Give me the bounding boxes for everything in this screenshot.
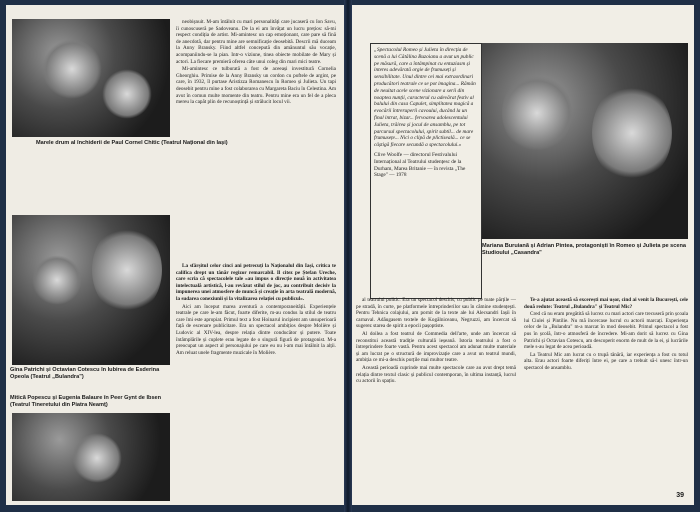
critic-quote-box <box>370 43 482 299</box>
photo1-caption: Marele drum al închiderii de Paul Cornel Chitic (Teatrul Național din Iași) <box>36 140 228 146</box>
photo-peer-gynt <box>12 413 170 501</box>
left-page <box>6 5 344 505</box>
paragraph: Al doilea a fost teatrul de Commedia dell'arte, unde am încercat să reconstitui această tradiție culturală ieșeană. Istoria teatrului a fost o întreprindere foarte vastă. Pentru acest spectacol am adunat multe materiale și am lucrat pe o structură de improvizație care a avut un teatrul mundi, ambiția ce mi-a deschis porțile mai multor teatre. <box>356 330 516 364</box>
article-column-top <box>176 19 336 259</box>
question-paragraph: Te-a ajutat această să excerești mai ușor, cind ai venit la București, cele două redute: Teatrul „Bulandra" și Teatrul Mic? <box>524 297 688 310</box>
photo-caption: Mariana Buruiană și Adrian Pintea, protagoniști în Romeo și Julieta pe scena Studioului „Casandra" <box>482 243 687 257</box>
article-column-bottom <box>176 263 336 501</box>
photo-gina-patrichi <box>12 215 170 365</box>
question-paragraph: La sfârșitul celor cinci ani petrecuți la Naționalul din Iași, critica te califica drept un tânăr regizor remarcabil. Il citez pe Ștefan Ureche, care scria că spectacolele tale «au impus o direcție nouă în activitatea intelectuală artistică, l-au revăzut stilul de joc, au contribuit decisiv la impunerea unei atmosfere de muncă și creație în arta teatrală modernă, la sudarea conexiunii și la vitalizarea relației cu publicul». <box>176 263 336 302</box>
quote-text: „Spectacolul Romeo și Julieta în direcția de scenă a lui Cătălina Buzoianu a avut un public pe măsură, care a întâmpinat cu entuziasm și interes adevărată orgie de frumuseți și sensibilitate. Unul dintre cei mai extraordinari producători teatrale ce se pot imagina... Rămân de neuitat acele scene vizionare a serii din noaptea nunții, caracterul cu adevărat festiv al balului din casa Capulet, simplitatea magică a evocării întreruperii cavoului, ducând la un final intrat, bizar... fervoarea adolescentului Julieta, trăirea și jocul de ansamblu, pe tot parcursul spectacolului, spirit subtil... de mare frumusețe... Nici o clipă de plictiseală... ce se câștigă fiecare secundă a spectacolului.» <box>374 47 476 149</box>
paragraph: Mi-amintesc ce tulburată a fost de aceeași investitură Cornelia Gheorghiu. Primise de la Anny Bransky un cordon cu poftele de argint, pe care, în 1932, îl purtase Aristizza Romanescu în Romeo și Julieta. Un tapi deosebit pentru mine a fost colaborarea cu Margareta Baciu în Celestina. Am avut în comun multe momente din teatru. Pentru mine era un fel de a pleca mereu la capăt plin de recunoștință și strălucit locul vii. <box>176 66 336 106</box>
paragraph: La Teatrul Mic am lucrat cu o trupă tânără, iar experiența a fost cu totul alta. Erau actori foarte diferiți între ei, pe care a trebuit să-i unesc într-un spectacol de ansamblu. <box>524 351 688 371</box>
article-column-left <box>356 297 516 501</box>
paragraph: Această perioadă cuprinde mai multe spectacole care au avut drept temă relația dintre textul clasic și publicul contemporan, în ultima instanță, lucrul cu actorii în spațiu. <box>356 364 516 385</box>
paragraph: Cred că nu eram pregătită să lucrez cu mari actori care trecuseră prin școala lui Ciulei și Pintilie. Nu mă încercase lucrul cu actorii marcați. Experiența celor de la „Bulandra" m-a marcat în mod deosebit. Primul spectacol a fost pus în școlă, într-o atmosferă de încredere. Mi-am dorit să lucrez cu Gina Patrichi și Octavian Cotescu, am descoperit enorm de mult de la ei, și lucrările mele s-au legat de acea perioadă. <box>524 311 688 351</box>
page-number: 39 <box>676 492 684 499</box>
book-gutter <box>344 0 352 512</box>
paragraph: neobișnuit. M-am întâlnit cu mari personalități care jucaseră cu Ion Savu, îi cunoscuseră pe Sadoveanu. De la ei am învățat un lucru prețios: să-mi respect condiția de artist. Mi-amintesc un cap emoționant, care pare să fină de anecdotă, dar pentru mine are semnificație deosebită. Descrii mă duceam la Anny Bransky. Fiind altfel concepută din amănuntul său vocație, acompaniindu-se la pian. Intr-o viziune, tinea obiecte mobilate de Mary și actori. La fiecare premieră oferea câte unui coleg din mari mici teatre. <box>176 19 336 65</box>
article-column-right <box>524 297 688 485</box>
quote-source: Clive Woolfe — directorul Festivalului Internațional al Teatrului studențesc de la Durham, Marea Britanie — în revista „The Stage" — 1978 <box>374 151 466 179</box>
paragraph: Aici am început marea aventură a contemporaneității. Experiențele teatrale pe care le-am făcut, foarte diferite, m-au condus la stilul de teatru care îmi este apropiat. Primul text a fost Hoinarul incipient am unsuperioară față de escenare publicitare. Era un spectacol ambițios despre Molière și Ludovic al XIV-lea, despre relația dintre conducător și putere. Toate întâmplările și cuplete erau legate de o singură figură de protagonist. M-a preocupat un aspect al personajului pe care eu nu l-am mai întâlnit la alții. Am reluat unele fragmente muzicale în Molière. <box>176 303 336 356</box>
paragraph: al teatrului politic. Era un spectacol deschis, cu public pe toate părțile — pe stradă, în curte, pe platformele întreprinderilor sau în cămine studențești. Pentru Tehnica colajului, am pornit de la texte ale lui Alecsandri Iașii în carnaval. Adăugasem textele de Kogălniceanu, Negruzzi, am încercat să sugerez starea de spirit a epocii pașoptiste. <box>356 297 516 330</box>
photo3-caption: Mitică Popescu și Eugenia Balaure în Peer Gynt de Ibsen (Teatrul Tineretului din Piatra Neamț) <box>10 395 162 409</box>
photo-marele-drum <box>12 19 170 137</box>
photo-romeo-julieta <box>482 43 688 239</box>
right-page <box>352 5 694 505</box>
photo2-caption: Gina Patrichi și Octavian Cotescu în Iubirea de Esderina Opeola (Teatrul „Bulandra") <box>10 367 160 381</box>
